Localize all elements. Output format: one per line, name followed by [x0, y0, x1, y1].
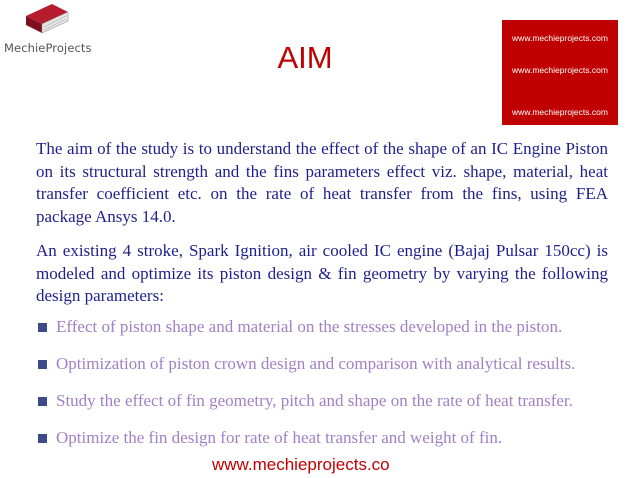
square-bullet-icon: [38, 323, 47, 332]
list-item: [36, 390, 616, 427]
square-bullet-icon: [38, 397, 47, 406]
page-title: AIM: [277, 40, 333, 75]
aim-paragraph: The aim of the study is to understand the effect of the shape of an IC Engine Piston on its structural strength and the fins parameters effect viz. shape, material, heat transfer coefficient etc. on the rate of heat transfer from the fins, using FEA package Ansys 14.0.: [36, 139, 608, 226]
header-link[interactable]: www.mechieprojects.com: [512, 33, 608, 43]
list-item-text: Optimization of piston crown design and comparison with analytical results.: [56, 354, 576, 373]
header-link[interactable]: www.mechieprojects.com: [512, 65, 608, 75]
footer-link[interactable]: www.mechieprojects.co: [212, 455, 390, 474]
header-link[interactable]: www.mechieprojects.com: [512, 107, 608, 117]
list-item-text: Effect of piston shape and material on the stresses developed in the piston.: [56, 317, 563, 336]
list-item-text: Study the effect of fin geometry, pitch and shape on the rate of heat transfer.: [56, 391, 573, 410]
list-item: [36, 353, 616, 390]
header-link-box: [502, 20, 618, 125]
list-item-text: Optimize the fin design for rate of heat transfer and weight of fin.: [56, 428, 503, 447]
list-item: [36, 316, 616, 353]
square-bullet-icon: [38, 360, 47, 369]
square-bullet-icon: [38, 434, 47, 443]
design-parameter-list: [36, 316, 616, 464]
logo: [4, 0, 100, 62]
logo-text: MechieProjects: [4, 41, 92, 55]
design-paragraph: An existing 4 stroke, Spark Ignition, air cooled IC engine (Bajaj Pulsar 150cc) is modeled and optimize its piston design & fin geometry by varying the following design parameters:: [36, 241, 608, 305]
books-logo-icon: [22, 0, 72, 40]
